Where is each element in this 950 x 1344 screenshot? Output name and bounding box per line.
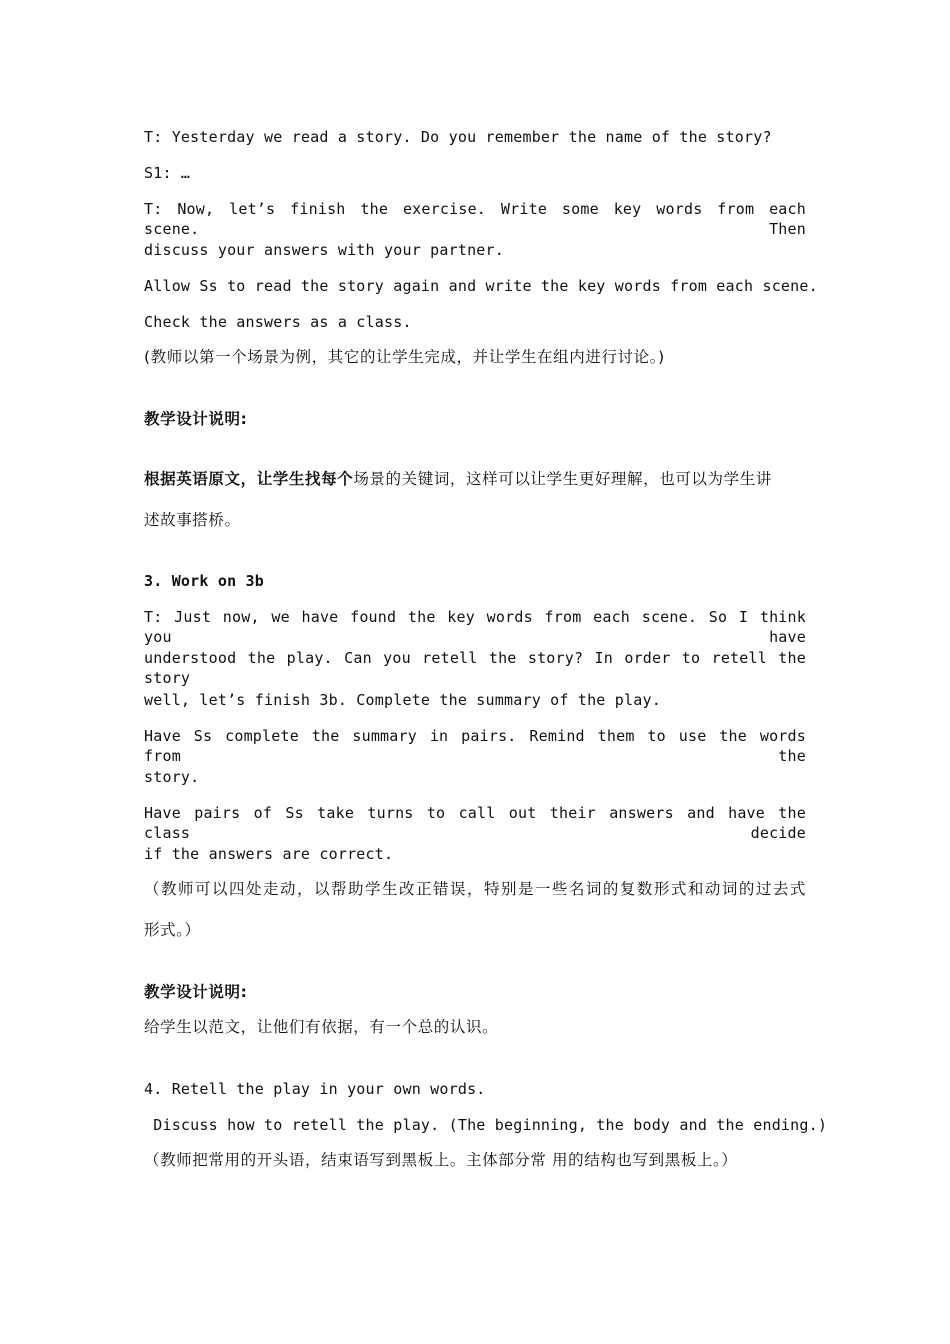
section-heading: 4. Retell the play in your own words. bbox=[144, 1080, 486, 1098]
instruction-line: Allow Ss to read the story again and write the key words from each scene. bbox=[144, 277, 818, 295]
teacher-note: （教师可以四处走动，以帮助学生改正错误，特别是一些名词的复数形式和动词的过去式 bbox=[144, 880, 806, 898]
dialogue-line: well, let’s finish 3b. Complete the summary of the play. bbox=[144, 691, 661, 709]
design-note-text: 述故事搭桥。 bbox=[144, 511, 241, 529]
design-note-text bbox=[144, 469, 806, 489]
dialogue-line: T: Yesterday we read a story. Do you remember the name of the story? bbox=[144, 128, 772, 146]
design-note-bold: 根据英语原文，让学生找每个 bbox=[144, 470, 354, 488]
section-heading: 3. Work on 3b bbox=[144, 572, 264, 590]
dialogue-line: T: Now, let’s finish the exercise. Write some key words from each scene. Then bbox=[144, 200, 806, 238]
teacher-note: (教师以第一个场景为例，其它的让学生完成，并让学生在组内进行讨论。) bbox=[144, 348, 665, 366]
design-note-heading: 教学设计说明: bbox=[144, 410, 248, 428]
design-note-text: 给学生以范文，让他们有依据，有一个总的认识。 bbox=[144, 1018, 499, 1036]
dialogue-line: S1: … bbox=[144, 164, 191, 182]
instruction-line: Check the answers as a class. bbox=[144, 313, 412, 331]
dialogue-line: T: Just now, we have found the key words from each scene. So I think you have bbox=[144, 608, 806, 646]
instruction-line: Have Ss complete the summary in pairs. Remind them to use the words from the bbox=[144, 727, 806, 765]
design-note-rest: 场景的关键词，这样可以让学生更好理解，也可以为学生讲 bbox=[353, 470, 772, 488]
instruction-line: if the answers are correct. bbox=[144, 845, 394, 863]
teacher-note: 形式。） bbox=[144, 921, 201, 939]
instruction-line: Have pairs of Ss take turns to call out their answers and have the class decide bbox=[144, 804, 806, 842]
teacher-note: （教师把常用的开头语，结束语写到黑板上。主体部分常 用的结构也写到黑板上。） bbox=[144, 1151, 738, 1169]
dialogue-line: understood the play. Can you retell the story? In order to retell the story bbox=[144, 649, 806, 687]
instruction-line: Discuss how to retell the play. (The beginning, the body and the ending.) bbox=[144, 1116, 828, 1134]
instruction-line: story. bbox=[144, 768, 200, 786]
dialogue-line: discuss your answers with your partner. bbox=[144, 241, 504, 259]
design-note-heading: 教学设计说明: bbox=[144, 983, 248, 1001]
